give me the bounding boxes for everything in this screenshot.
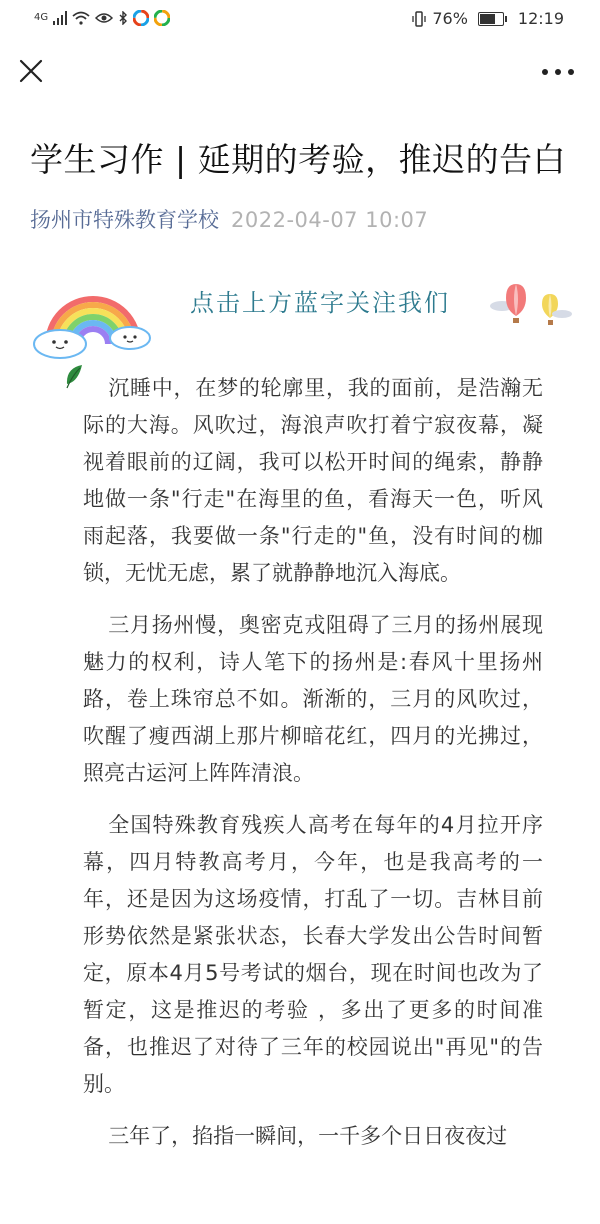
article-meta	[30, 205, 428, 235]
article-body	[83, 370, 543, 1170]
status-left	[34, 9, 170, 27]
vibrate-icon	[412, 11, 426, 27]
network-type-label: 4G	[34, 12, 49, 23]
hot-air-balloon-icon	[488, 280, 576, 332]
nav-bar	[0, 38, 600, 108]
article-title: 学生习作 | 延期的考验，推迟的告白	[30, 140, 567, 179]
publish-date: 2022-04-07 10:07	[231, 208, 429, 232]
article-paragraph: 三年了，掐指一瞬间，一千多个日日夜夜过	[108, 1124, 508, 1148]
signal-icon	[53, 11, 67, 25]
follow-prompt-link[interactable]: 点击上方蓝字关注我们	[190, 289, 450, 317]
close-button[interactable]	[14, 54, 48, 88]
bluetooth-icon	[118, 11, 128, 25]
battery-percent: 76%	[432, 9, 468, 28]
eye-comfort-icon	[95, 12, 113, 24]
clock: 12:19	[517, 9, 564, 28]
article-paragraph: 三月扬州慢，奥密克戎阻碍了三月的扬州展现魅力的权利，诗人笔下的扬州是:春风十里扬州路，卷上珠帘总不如。渐渐的，三月的风吹过，吹醒了瘦西湖上那片柳暗花红，四月的光拂过，照亮古运河上阵阵清浪。	[83, 613, 543, 785]
battery-fill	[480, 14, 495, 24]
account-name-link[interactable]: 扬州市特殊教育学校	[30, 208, 219, 232]
more-dots-icon	[540, 65, 576, 79]
leaf-icon	[64, 364, 84, 390]
app-notification-icon	[133, 10, 149, 26]
article-paragraph: 全国特殊教育残疾人高考在每年的4月拉开序幕，四月特教高考月，今年，也是我高考的一年，还是因为这场疫情，打乱了一切。吉林目前形势依然是紧张状态，长春大学发出公告时间暂定，原本4月5号考试的烟台，现在时间也改为了暂定，这是推迟的考验 ，多出了更多的时间准备，也推迟了对待了三年的校园说出"再见"的告别。	[83, 813, 543, 1096]
article-paragraph: 沉睡中，在梦的轮廓里，我的面前，是浩瀚无际的大海。风吹过，海浪声吹打着宁寂夜幕，凝视着眼前的辽阔，我可以松开时间的绳索，静静地做一条"行走"在海里的鱼，看海天一色，听风雨起落，我要做一条"行走的"鱼，没有时间的枷锁，无忧无虑，累了就静静地沉入海底。	[83, 376, 543, 585]
close-icon	[14, 54, 48, 88]
rainbow-icon	[30, 280, 155, 362]
battery-icon	[478, 12, 504, 26]
status-bar	[0, 0, 600, 38]
wifi-icon	[72, 11, 90, 25]
status-right	[412, 9, 564, 28]
more-options-button[interactable]	[540, 64, 576, 78]
app-notification-icon	[154, 10, 170, 26]
